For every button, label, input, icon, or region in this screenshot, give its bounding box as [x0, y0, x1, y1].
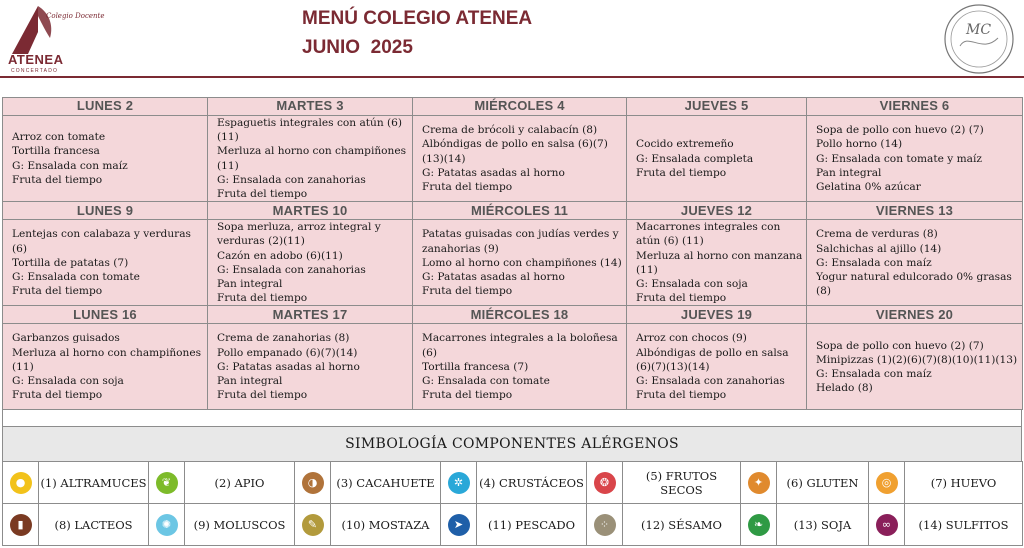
- day-heading: LUNES 16: [3, 306, 208, 324]
- day-meals-cell: [807, 324, 1023, 410]
- allergen-icon-cell: [295, 504, 331, 546]
- meal-item: Merluza al horno con champiñones (11): [217, 145, 407, 172]
- meal-item: Merluza al horno con manzana (11): [636, 249, 803, 276]
- allergen-label: (8) LACTEOS: [39, 504, 149, 546]
- meal-item: Fruta del tiempo: [12, 173, 103, 186]
- stamp-initials: MC: [966, 22, 992, 38]
- meal-item: Tortilla francesa (7): [422, 360, 529, 373]
- day-meals-cell: [627, 324, 807, 410]
- allergen-label: (10) MOSTAZA: [331, 504, 441, 546]
- meal-item: Fruta del tiempo: [217, 188, 308, 201]
- day-heading: VIERNES 6: [807, 98, 1023, 116]
- allergen-label: (13) SOJA: [777, 504, 869, 546]
- day-meals-cell: [627, 116, 807, 202]
- allergen-legend-title: SIMBOLOGÍA COMPONENTES ALÉRGENOS: [2, 426, 1022, 462]
- allergen-row: [3, 462, 1023, 504]
- gluten-icon: ✦: [748, 472, 770, 494]
- meal-item: G: Patatas asadas al horno: [422, 270, 565, 283]
- meal-item: G: Ensalada con maíz: [816, 256, 932, 269]
- meal-item: Lomo al horno con champiñones (14): [422, 256, 622, 269]
- meal-item: Minipizzas (1)(2)(6)(7)(8)(10)(11)(13): [816, 353, 1018, 366]
- day-heading: JUEVES 19: [627, 306, 807, 324]
- meal-item: Cazón en adobo (6)(11): [217, 249, 343, 262]
- page-header: [0, 0, 1024, 86]
- allergen-icon-cell: [3, 462, 39, 504]
- day-heading: MARTES 3: [208, 98, 413, 116]
- header-divider: [0, 76, 1024, 78]
- week-meals-row: [3, 220, 1023, 306]
- meal-item: Espaguetis integrales con atún (6)(11): [217, 117, 403, 144]
- allergen-icon-cell: [295, 462, 331, 504]
- meal-item: Patatas guisadas con judías verdes y zanahorias (9): [422, 228, 619, 255]
- milk-icon: ▮: [10, 514, 32, 536]
- day-heading: MIÉRCOLES 4: [413, 98, 627, 116]
- fish-icon: ➤: [448, 514, 470, 536]
- mollusc-icon: ✺: [156, 514, 178, 536]
- meal-item: Sopa de pollo con huevo (2) (7): [816, 339, 984, 352]
- meal-item: Crema de brócoli y calabacín (8): [422, 124, 598, 137]
- day-meals-cell: [413, 324, 627, 410]
- lupin-icon: ●: [10, 472, 32, 494]
- meal-item: Gelatina 0% azúcar: [816, 180, 921, 193]
- allergen-icon-cell: [441, 504, 477, 546]
- meal-item: G: Ensalada con maíz: [12, 159, 128, 172]
- allergen-label: (12) SÉSAMO: [623, 504, 741, 546]
- allergen-label: (4) CRUSTÁCEOS: [477, 462, 587, 504]
- weekly-menu-table: [2, 97, 1023, 410]
- meal-item: G: Ensalada completa: [636, 152, 754, 165]
- allergen-icon-cell: [587, 462, 623, 504]
- meal-item: G: Ensalada con tomate: [12, 270, 140, 283]
- meal-item: Crema de zanahorias (8): [217, 332, 350, 345]
- day-heading: MARTES 17: [208, 306, 413, 324]
- day-meals-cell: [3, 116, 208, 202]
- day-heading: JUEVES 12: [627, 202, 807, 220]
- meal-item: G: Ensalada con zanahorias: [636, 375, 785, 388]
- meal-item: Fruta del tiempo: [12, 389, 103, 402]
- allergen-icon-cell: [869, 504, 905, 546]
- week-header-row: [3, 98, 1023, 116]
- allergen-legend-table: [2, 461, 1023, 546]
- meal-item: Fruta del tiempo: [217, 389, 308, 402]
- day-heading: VIERNES 13: [807, 202, 1023, 220]
- week-header-row: [3, 306, 1023, 324]
- meal-item: Salchichas al ajillo (14): [816, 242, 942, 255]
- meal-item: Cocido extremeño: [636, 138, 734, 151]
- week-meals-row: [3, 324, 1023, 410]
- menu-month: JUNIO 2025: [302, 37, 413, 58]
- meal-item: G: Ensalada con soja: [636, 278, 748, 291]
- meal-item: Tortilla francesa: [12, 145, 100, 158]
- day-meals-cell: [208, 324, 413, 410]
- day-heading: LUNES 2: [3, 98, 208, 116]
- allergen-icon-cell: [869, 462, 905, 504]
- meal-item: Merluza al horno con champiñones (11): [12, 346, 202, 373]
- meal-item: Albóndigas de pollo en salsa (6)(7)(13)(14): [422, 138, 608, 165]
- meal-item: Fruta del tiempo: [636, 389, 727, 402]
- allergen-label: (5) FRUTOS SECOS: [623, 462, 741, 504]
- allergen-label: (11) PESCADO: [477, 504, 587, 546]
- allergen-icon-cell: [3, 504, 39, 546]
- egg-icon: ◎: [876, 472, 898, 494]
- meal-item: Sopa de pollo con huevo (2) (7): [816, 124, 984, 137]
- meal-item: Lentejas con calabaza y verduras (6): [12, 228, 191, 255]
- allergen-label: (7) HUEVO: [905, 462, 1023, 504]
- meal-item: G: Ensalada con tomate y maíz: [816, 152, 982, 165]
- meal-item: Sopa merluza, arroz integral y verduras (2)(11): [217, 221, 381, 248]
- week-header-row: [3, 202, 1023, 220]
- meal-item: Fruta del tiempo: [636, 292, 727, 305]
- meal-item: G: Patatas asadas al horno: [422, 166, 565, 179]
- meal-item: Fruta del tiempo: [422, 389, 513, 402]
- meal-item: Pan integral: [217, 375, 283, 388]
- sulphite-icon: ∞: [876, 514, 898, 536]
- meal-item: Tortilla de patatas (7): [12, 256, 129, 269]
- day-heading: VIERNES 20: [807, 306, 1023, 324]
- mustard-icon: ✎: [302, 514, 324, 536]
- allergen-icon-cell: [587, 504, 623, 546]
- soy-icon: ❧: [748, 514, 770, 536]
- meal-item: G: Ensalada con tomate: [422, 375, 550, 388]
- celery-icon: ❦: [156, 472, 178, 494]
- week-meals-row: [3, 116, 1023, 202]
- atenea-logo: [4, 2, 105, 74]
- allergen-row: [3, 504, 1023, 546]
- day-meals-cell: [627, 220, 807, 306]
- menu-title: MENÚ COLEGIO ATENEA: [302, 8, 533, 29]
- day-heading: LUNES 9: [3, 202, 208, 220]
- day-heading: JUEVES 5: [627, 98, 807, 116]
- meal-item: Pan integral: [217, 278, 283, 291]
- allergen-label: (3) CACAHUETE: [331, 462, 441, 504]
- allergen-icon-cell: [741, 462, 777, 504]
- day-meals-cell: [413, 220, 627, 306]
- day-meals-cell: [807, 220, 1023, 306]
- meal-item: Fruta del tiempo: [422, 285, 513, 298]
- meal-item: G: Patatas asadas al horno: [217, 360, 360, 373]
- school-stamp: [942, 2, 1016, 76]
- nuts-icon: ❂: [594, 472, 616, 494]
- logo-arc-text: Colegio Docente: [46, 12, 105, 20]
- day-heading: MARTES 10: [208, 202, 413, 220]
- meal-item: Fruta del tiempo: [217, 292, 308, 305]
- meal-item: Helado (8): [816, 382, 873, 395]
- allergen-label: (6) GLUTEN: [777, 462, 869, 504]
- day-meals-cell: [3, 220, 208, 306]
- meal-item: Macarrones integrales a la boloñesa (6): [422, 332, 618, 359]
- meal-item: Albóndigas de pollo en salsa (6)(7)(13)(14): [636, 346, 789, 373]
- meal-item: Pollo empanado (6)(7)(14): [217, 346, 358, 359]
- day-meals-cell: [807, 116, 1023, 202]
- allergen-label: (9) MOLUSCOS: [185, 504, 295, 546]
- allergen-label: (1) ALTRAMUCES: [39, 462, 149, 504]
- allergen-icon-cell: [741, 504, 777, 546]
- sesame-icon: ⁘: [594, 514, 616, 536]
- allergen-label: (2) APIO: [185, 462, 295, 504]
- day-heading: MIÉRCOLES 18: [413, 306, 627, 324]
- meal-item: G: Ensalada con zanahorias: [217, 263, 366, 276]
- logo-tagline: CONCERTADO: [11, 68, 59, 74]
- peanut-icon: ◑: [302, 472, 324, 494]
- day-meals-cell: [3, 324, 208, 410]
- meal-item: Pollo horno (14): [816, 138, 903, 151]
- meal-item: Pan integral: [816, 166, 882, 179]
- meal-item: G: Ensalada con maíz: [816, 367, 932, 380]
- legend-spacer: [2, 410, 1022, 427]
- crustacean-icon: ✲: [448, 472, 470, 494]
- allergen-icon-cell: [149, 504, 185, 546]
- meal-item: Fruta del tiempo: [636, 166, 727, 179]
- allergen-icon-cell: [149, 462, 185, 504]
- allergen-icon-cell: [441, 462, 477, 504]
- allergen-label: (14) SULFITOS: [905, 504, 1023, 546]
- meal-item: Fruta del tiempo: [422, 180, 513, 193]
- meal-item: Arroz con chocos (9): [636, 332, 747, 345]
- logo-name: ATENEA: [8, 52, 64, 67]
- header-titles: [302, 4, 532, 62]
- meal-item: G: Ensalada con zanahorias: [217, 173, 366, 186]
- meal-item: Arroz con tomate: [12, 131, 106, 144]
- meal-item: Macarrones integrales con atún (6) (11): [636, 221, 781, 248]
- day-heading: MIÉRCOLES 11: [413, 202, 627, 220]
- day-meals-cell: [413, 116, 627, 202]
- meal-item: Garbanzos guisados: [12, 332, 120, 345]
- day-meals-cell: [208, 116, 413, 202]
- meal-item: Yogur natural edulcorado 0% grasas (8): [816, 270, 1012, 298]
- meal-item: G: Ensalada con soja: [12, 375, 124, 388]
- meal-item: Crema de verduras (8): [816, 228, 938, 241]
- day-meals-cell: [208, 220, 413, 306]
- meal-item: Fruta del tiempo: [12, 285, 103, 298]
